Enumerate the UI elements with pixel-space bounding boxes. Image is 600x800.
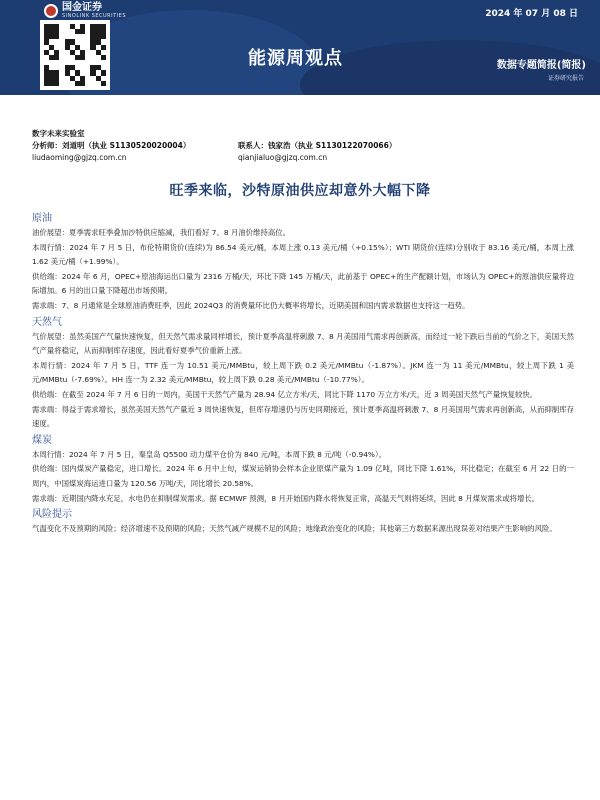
- author-block: [32, 140, 572, 151]
- analyst-name: 刘道明（执业 S1130520020004）: [62, 141, 191, 150]
- paragraph: 供给端：2024 年 6 月，OPEC+原油海运出口量为 2316 万桶/天，环比下降 145 万桶/天，此前基于 OPEC+的生产配额计划，市场认为 OPEC+的原油供应量将边际增加。6 月的出口量下降超出市场预期。: [32, 271, 574, 296]
- paragraph: 供给端：国内煤炭产量稳定，进口增长。2024 年 6 月中上旬，煤炭运销协会样本企业原煤产量为 1.09 亿吨，同比下降 1.61%，环比稳定；在截至 6 月 22 日的一周内，中国煤炭海运进口量为 120.56 万吨/天，同比增长 20.58%。: [32, 464, 574, 488]
- report-header: [0, 0, 600, 95]
- paragraph: 需求端：近期国内降水充足，水电仍在抑制煤炭需求。据 ECMWF 预测，8 月开始国内降水将恢复正常，高温天气则将延续，因此 8 月煤炭需求或将增长。: [32, 493, 540, 503]
- contact-name: 钱家浩（执业 S1130122070066）: [268, 141, 397, 150]
- email-row: [32, 153, 572, 162]
- lab-name: 数字未来实验室: [32, 129, 85, 138]
- section-heading-natural-gas: 天然气: [32, 316, 62, 328]
- section-heading-crude-oil: 原油: [32, 213, 52, 224]
- paragraph: 供给端：在截至 2024 年 7 月 6 日的一周内，美国干天然气产量为 28.94 亿立方米/天，同比下降 1170 万立方米/天，近 3 周美国天然气产量恢复较快。: [32, 389, 538, 399]
- paragraph: 气温变化不及预期的风险；经济增速不及预期的风险；天然气减产规模不足的风险；地缘政治变化的风险；其他第三方数据来源出现误差对结果产生影响的风险。: [32, 524, 557, 534]
- main-title: 旺季来临，沙特原油供应却意外大幅下降: [169, 183, 431, 199]
- logo-icon: [44, 4, 58, 18]
- analyst-label: 分析师：: [32, 141, 62, 150]
- paragraph: 本周行情：2024 年 7 月 5 日，秦皇岛 Q5500 动力煤平仓价为 840 元/吨，本周下跌 8 元/吨（-0.94%）。: [32, 449, 387, 459]
- report-subtitle: 证券研究报告: [547, 75, 584, 82]
- logo-cn-text: 国金证券: [62, 2, 102, 13]
- report-type: 数据专题简报(简报): [496, 60, 586, 71]
- paragraph: 本周行情：2024 年 7 月 5 日，布伦特期货价(连续)为 86.54 美元/桶，本周上涨 0.13 美元/桶（+0.15%）；WTI 期货价(连续)分别收于 83.16 美元/桶，本周上涨 1.62 美元/桶（+1.99%）。: [32, 242, 574, 267]
- qr-code-icon: [40, 20, 110, 90]
- report-date: 2024 年 07 月 08 日: [485, 9, 578, 19]
- analyst-email-link[interactable]: liudaoming@gjzq.com.cn: [32, 153, 127, 162]
- report-title: 能源周观点: [248, 48, 343, 69]
- logo-en-text: SINOLINK SECURITIES: [62, 13, 126, 19]
- contact-email-link[interactable]: qianjialuo@gjzq.com.cn: [238, 153, 328, 162]
- report-body: [32, 210, 574, 537]
- paragraph: 需求端：7、8 月通常是全球原油消费旺季，因此 2024Q3 的消费量环比仍大概率将增长，近期美国和国内需求数据也支持这一趋势。: [32, 300, 470, 310]
- paragraph: 油价展望：夏季需求旺季叠加沙特供应缩减，我们看好 7、8 月油价维持高位。: [32, 228, 290, 237]
- section-heading-risk: 风险提示: [32, 509, 72, 521]
- brand-logo: [44, 2, 126, 19]
- paragraph: 气价展望：虽然美国产气量快速恢复，但天然气需求量同样增长，预计夏季高温将刺激 7、8 月美国用气需求再创新高，而经过一轮下跌后当前的气价之下，美国天然气产量将稳定，从而抑制库存速度，因此看好夏季气价重新上涨。: [32, 331, 574, 356]
- paragraph: 本周行情：2024 年 7 月 5 日，TTF 连一为 10.51 美元/MMBtu，较上周下跌 0.2 美元/MMBtu（-1.87%）。JKM 连一为 11 美元/MMBtu，较上周下跌 1 美元/MMBtu（-7.69%）。HH 连一为 2.32 美元/MMBtu，较上周下跌 0.28 美元/MMBtu（-10.77%）。: [32, 360, 574, 385]
- paragraph: 需求端：得益于需求增长，虽然美国天然气产量近 3 周快速恢复，但库存增速仍与历史同期接近，预计夏季高温将刺激 7、8 月美国用气需求再创新高，从而抑制库存速度。: [32, 404, 574, 429]
- section-heading-coal: 煤炭: [32, 434, 52, 446]
- contact-label: 联系人：: [238, 141, 268, 150]
